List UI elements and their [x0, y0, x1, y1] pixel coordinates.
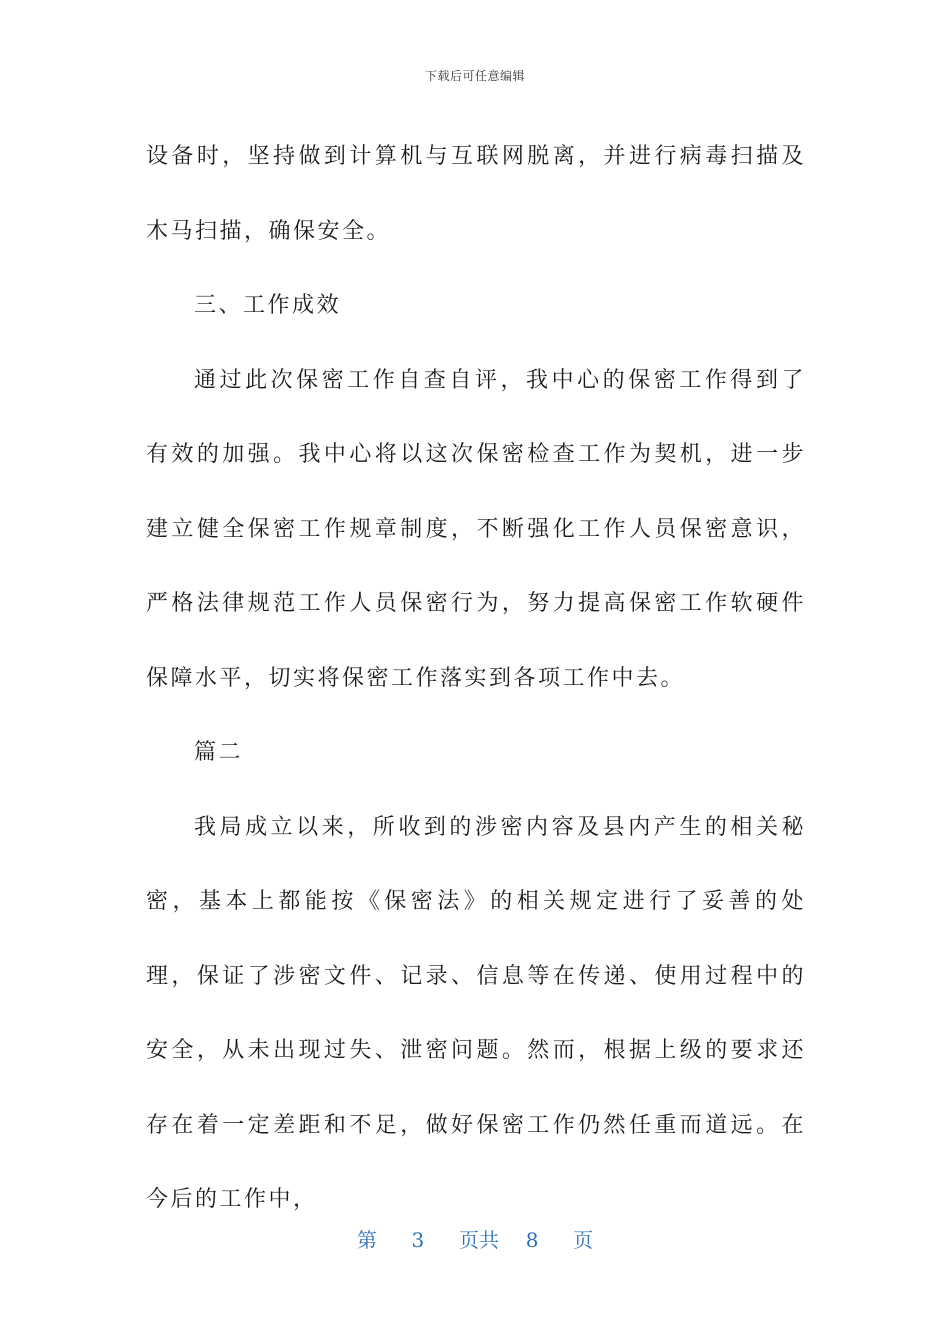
section-heading: 三、工作成效 [194, 293, 342, 318]
paragraph: 我局成立以来，所收到的涉密内容及县内产生的相关秘密，基本上都能按《保密法》的相关规定进行了妥善的处理，保证了涉密文件、记录、信息等在传递、使用过程中的安全，从未出现过失、泄密问题。然而，根据上级的要求还存在着一定差距和不足，做好保密工作仍然任重而道远。在今后的工作中， [146, 814, 806, 1212]
document-body [146, 120, 806, 1238]
page-footer [0, 1224, 950, 1253]
paragraph: 通过此次保密工作自查自评，我中心的保密工作得到了有效的加强。我中心将以这次保密检查工作为契机，进一步建立健全保密工作规章制度，不断强化工作人员保密意识，严格法律规范工作人员保密行为，努力提高保密工作软硬件保障水平，切实将保密工作落实到各项工作中去。 [146, 367, 806, 691]
header-note: 下载后可任意编辑 [424, 69, 525, 83]
footer-middle: 页共 [459, 1228, 499, 1252]
paragraph: 设备时，坚持做到计算机与互联网脱离，并进行病毒扫描及木马扫描，确保安全。 [146, 144, 806, 244]
total-pages-number: 8 [525, 1228, 539, 1252]
footer-suffix: 页 [573, 1228, 594, 1252]
footer-prefix: 第 [356, 1228, 377, 1252]
section-heading: 篇二 [194, 740, 244, 765]
current-page-number: 3 [411, 1228, 425, 1252]
